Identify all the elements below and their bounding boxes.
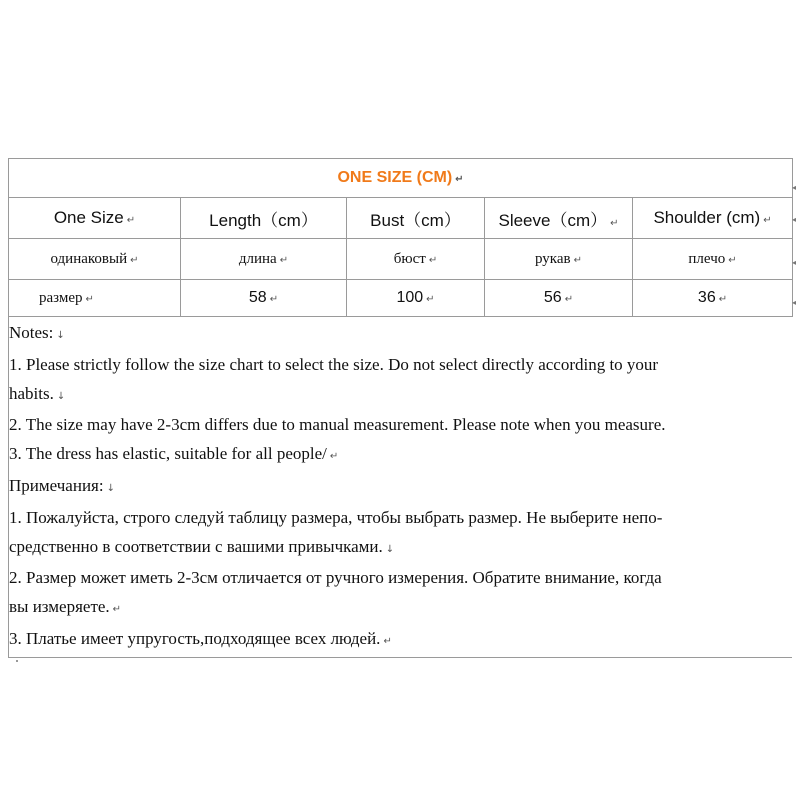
ru-header-cell (347, 239, 485, 280)
paragraph-mark-icon: ↵ (728, 254, 737, 266)
note-en-1: 1. Please strictly follow the size chart to select the size. Do not select directly according to your (9, 354, 659, 374)
ru-header-length: длина (238, 250, 277, 267)
header-shoulder: Shoulder (cm) (653, 208, 761, 227)
table-title-cell (9, 159, 793, 198)
value-cell (181, 280, 347, 317)
ru-header-shoulder: плечо (688, 250, 726, 267)
ru-header-cell (633, 239, 793, 280)
paragraph-mark-icon: ↵ (269, 294, 279, 305)
paragraph-mark-icon: ↵ (383, 635, 392, 647)
header-cell (485, 198, 633, 239)
header-cell (347, 198, 485, 239)
stray-dot (16, 660, 18, 662)
value-cell (633, 280, 793, 317)
table-title-row (9, 159, 793, 198)
russian-header-row (9, 239, 793, 280)
ru-header-sleeve: рукав (535, 250, 571, 267)
paragraph-mark-icon: ↵ (426, 294, 435, 305)
header-length: Length（cm） (209, 210, 318, 230)
value-shoulder: 36 (697, 289, 716, 306)
value-cell (9, 280, 181, 317)
paragraph-mark-icon: ↵ (126, 215, 136, 226)
ru-header-bust: бюст (393, 250, 426, 267)
row-end-marker-icon: ◂ (792, 258, 797, 267)
note-ru-1-cont: средственно в соответствии с вашими привычками. ↓ (9, 536, 395, 556)
header-row (9, 198, 793, 239)
line-break-icon: ↓ (385, 543, 395, 555)
notes-heading-en: Notes: ↓ (9, 323, 65, 342)
header-cell (9, 198, 181, 239)
size-chart-document (8, 158, 792, 658)
row-end-marker-icon: ◂ (792, 298, 797, 307)
value-cell (347, 280, 485, 317)
paragraph-mark-icon: ↵ (329, 451, 339, 463)
paragraph-mark-icon: ↵ (718, 294, 728, 305)
paragraph-mark-icon: ↵ (610, 217, 619, 229)
size-table (8, 158, 793, 317)
paragraph-mark-icon: ↵ (428, 254, 438, 266)
paragraph-mark-icon: ↵ (455, 174, 464, 185)
note-en-1-cont: habits. ↓ (9, 383, 66, 403)
paragraph-mark-icon: ↵ (85, 293, 94, 305)
line-break-icon: ↓ (56, 390, 66, 402)
paragraph-mark-icon: ↵ (573, 254, 582, 266)
ru-header-cell (181, 239, 347, 280)
values-row (9, 280, 793, 317)
value-size-label: размер (39, 289, 83, 306)
notes-section (8, 317, 792, 658)
header-cell (633, 198, 793, 239)
line-break-icon: ↓ (106, 482, 115, 494)
note-ru-2-cont: вы измеряете. ↵ (9, 597, 122, 617)
value-cell (485, 280, 633, 317)
note-ru-2: 2. Размер может иметь 2-3см отличается от ручного измерения. Обратите внимание, когда (9, 568, 662, 588)
header-one-size: One Size (53, 208, 124, 227)
paragraph-mark-icon: ↵ (112, 604, 122, 616)
note-en-3: 3. The dress has elastic, suitable for all people/ ↵ (9, 444, 339, 464)
notes-heading-ru: Примечания: ↓ (9, 475, 115, 495)
note-en-2: 2. The size may have 2-3cm differs due to manual measurement. Please note when you measure. (9, 415, 666, 435)
line-break-icon: ↓ (56, 330, 65, 341)
paragraph-mark-icon: ↵ (279, 254, 289, 266)
value-bust: 100 (396, 289, 424, 306)
row-end-marker-icon: ◂ (792, 183, 797, 192)
row-end-marker-icon: ◂ (792, 215, 797, 224)
header-cell (181, 198, 347, 239)
value-length: 58 (248, 289, 267, 306)
paragraph-mark-icon: ↵ (763, 215, 772, 226)
ru-header-one-size: одинаковый (50, 250, 128, 267)
table-title: ONE SIZE (CM) (337, 169, 453, 186)
ru-header-cell (9, 239, 181, 280)
note-ru-3: 3. Платье имеет упругость,подходящее всех людей. ↵ (9, 628, 392, 648)
header-sleeve: Sleeve（cm） (498, 210, 608, 230)
paragraph-mark-icon: ↵ (564, 294, 574, 305)
header-bust: Bust（cm） (370, 210, 461, 230)
ru-header-cell (485, 239, 633, 280)
paragraph-mark-icon: ↵ (130, 254, 139, 266)
note-ru-1: 1. Пожалуйста, строго следуй таблицу размера, чтобы выбрать размер. Не выберите непо- (9, 507, 663, 527)
value-sleeve: 56 (543, 289, 562, 306)
